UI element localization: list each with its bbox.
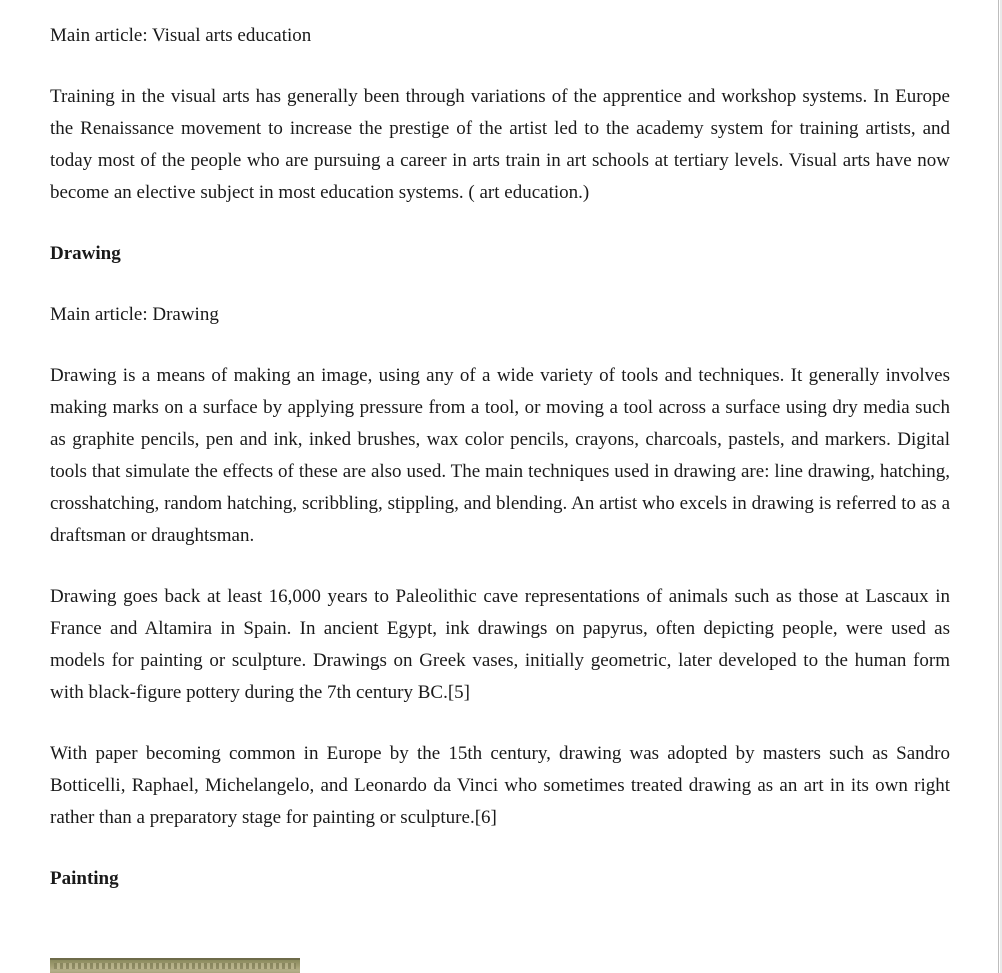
paragraph-drawing-3: With paper becoming common in Europe by the 15th century, drawing was adopted by masters such as Sandro Botticelli, Raphael, Michelangelo, and Leonardo da Vinci who sometimes treated drawing as an art in its own right rather than a preparatory stage for painting or sculpture.[6]	[50, 743, 950, 828]
paragraph-drawing-2: Drawing goes back at least 16,000 years to Paleolithic cave representations of animals such as those at Lascaux in France and Altamira in Spain. In ancient Egypt, ink drawings on papyrus, often depicting people, were used as models for painting or sculpture. Drawings on Greek vases, initially geometric, later developed to the human form with black-figure pottery during the 7th century BC.[5]	[50, 586, 950, 703]
paragraph-drawing-1: Drawing is a means of making an image, using any of a wide variety of tools and techniques. It generally involves making marks on a surface by applying pressure from a tool, or moving a tool across a surface using dry media such as graphite pencils, pen and ink, inked brushes, wax color pencils, crayons, charcoals, pastels, and markers. Digital tools that simulate the effects of these are also used. The main techniques used in drawing are: line drawing, hatching, crosshatching, random hatching, scribbling, stippling, and blending. An artist who excels in drawing is referred to as a draftsman or draughtsman.	[50, 365, 950, 546]
article-content	[50, 20, 950, 895]
section-heading-painting: Painting	[50, 868, 119, 889]
main-article-link-visual-arts-education[interactable]: Main article: Visual arts education	[50, 25, 312, 46]
paragraph-visual-arts-education: Training in the visual arts has generally been through variations of the apprentice and workshop systems. In Europe the Renaissance movement to increase the prestige of the artist led to the academy system for training artists, and today most of the people who are pursuing a career in arts train in art schools at tertiary levels. Visual arts have now become an elective subject in most education systems. ( art education.)	[50, 86, 950, 203]
painting-image-thumbnail[interactable]	[50, 958, 300, 973]
section-heading-drawing: Drawing	[50, 243, 121, 264]
main-article-link-drawing[interactable]: Main article: Drawing	[50, 304, 219, 325]
